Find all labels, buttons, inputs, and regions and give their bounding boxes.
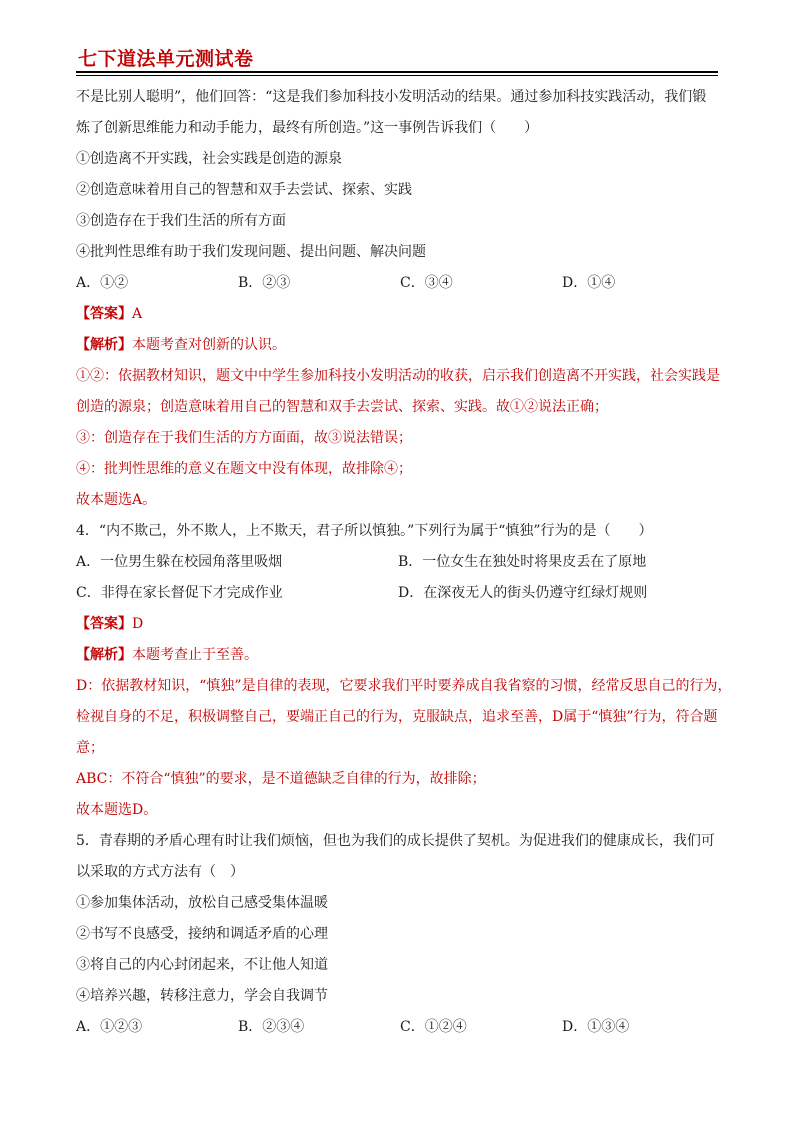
q5-options <box>76 1012 724 1043</box>
q4-option-c: C．非得在家长督促下才完成作业 <box>76 585 283 601</box>
q3-statement: ①创造离不开实践，社会实践是创造的源泉 <box>76 151 342 167</box>
q3-stem-line: 炼了创新思维能力和动手能力，最终有所创造。”这一事例告诉我们（ ） <box>76 120 539 136</box>
q3-answer <box>76 299 724 330</box>
q4-option-a: A．一位男生躲在校园角落里吸烟 <box>76 554 283 570</box>
q3-analysis-line: ①②：依据教材知识，题文中中学生参加科技小发明活动的收获，启示我们创造离不开实践，社会实践是 <box>76 368 720 384</box>
q3-stem-line: 不是比别人聪明”，他们回答：“这是我们参加科技小发明活动的结果。通过参加科技实践活动，我们锻 <box>76 89 707 105</box>
q5-stem-line: 5．青春期的矛盾心理有时让我们烦恼，但也为我们的成长提供了契机。为促进我们的健康成长，我们可 <box>76 833 715 849</box>
q3-statement: ④批判性思维有助于我们发现问题、提出问题、解决问题 <box>76 244 426 260</box>
q4-option-d: D．在深夜无人的街头仍遵守红绿灯规则 <box>398 585 648 601</box>
q5-statement: ②书写不良感受，接纳和调适矛盾的心理 <box>76 926 328 942</box>
q4-analysis-line: 故本题选D。 <box>76 802 158 818</box>
q3-analysis-line: 故本题选A。 <box>76 492 157 508</box>
q5-statement: ①参加集体活动，放松自己感受集体温暖 <box>76 895 328 911</box>
q4-option-b: B．一位女生在独处时将果皮丢在了原地 <box>398 554 647 570</box>
q3-statement: ②创造意味着用自己的智慧和双手去尝试、探索、实践 <box>76 182 412 198</box>
page-header-title: 七下道法单元测试卷 <box>78 48 254 70</box>
q5-option-b: B．②③④ <box>238 1019 305 1035</box>
q4-analysis-line: 检视自身的不足，积极调整自己，要端正自己的行为，克服缺点，追求至善，D属于“慎独”行为，符合题 <box>76 709 718 725</box>
answer-value: A <box>132 306 143 322</box>
q3-analysis-line: 创造的源泉；创造意味着用自己的智慧和双手去尝试、探索、实践。故①②说法正确； <box>76 399 608 415</box>
q4-analysis-line: 意； <box>76 740 104 756</box>
q5-statement: ④培养兴趣，转移注意力，学会自我调节 <box>76 988 328 1004</box>
q5-option-c: C．①②④ <box>400 1019 467 1035</box>
answer-value: D <box>132 616 144 632</box>
q3-analysis-line: ④：批判性思维的意义在题文中没有体现，故排除④； <box>76 461 412 477</box>
q3-option-b: B．②③ <box>238 275 291 291</box>
answer-label: 【答案】 <box>76 616 132 632</box>
q4-analysis-line: ABC：不符合“慎独”的要求，是不道德缺乏自律的行为，故排除； <box>76 771 486 787</box>
analysis-intro-text: 本题考查对创新的认识。 <box>132 337 286 353</box>
document-body <box>76 82 732 1043</box>
analysis-intro-text: 本题考查止于至善。 <box>132 647 258 663</box>
q4-answer <box>76 609 724 640</box>
q5-option-a: A．①②③ <box>76 1019 143 1035</box>
q3-analysis-line: ③：创造存在于我们生活的方方面面，故③说法错误； <box>76 430 412 446</box>
header-rule-thin <box>76 75 718 76</box>
header-rule-thick <box>76 71 718 73</box>
q3-option-a: A．①② <box>76 275 129 291</box>
q3-options <box>76 268 724 299</box>
q4-options-row <box>76 547 724 578</box>
q5-stem-line: 以采取的方式方法有（ ） <box>76 864 244 880</box>
answer-label: 【答案】 <box>76 306 132 322</box>
analysis-label: 【解析】 <box>76 647 132 663</box>
q4-analysis-intro <box>76 640 724 671</box>
q5-statement: ③将自己的内心封闭起来，不让他人知道 <box>76 957 328 973</box>
q3-statement: ③创造存在于我们生活的所有方面 <box>76 213 286 229</box>
analysis-label: 【解析】 <box>76 337 132 353</box>
q3-option-c: C．③④ <box>400 275 453 291</box>
q4-options-row <box>76 578 724 609</box>
q5-option-d: D．①③④ <box>562 1019 630 1035</box>
q4-stem: 4．“内不欺己，外不欺人，上不欺天，君子所以慎独。”下列行为属于“慎独”行为的是（ ） <box>76 523 653 539</box>
q3-analysis-intro <box>76 330 724 361</box>
q4-analysis-line: D：依据教材知识，“慎独”是自律的表现，它要求我们平时要养成自我省察的习惯，经常反思自己的行为， <box>76 678 732 694</box>
q3-option-d: D．①④ <box>562 275 616 291</box>
